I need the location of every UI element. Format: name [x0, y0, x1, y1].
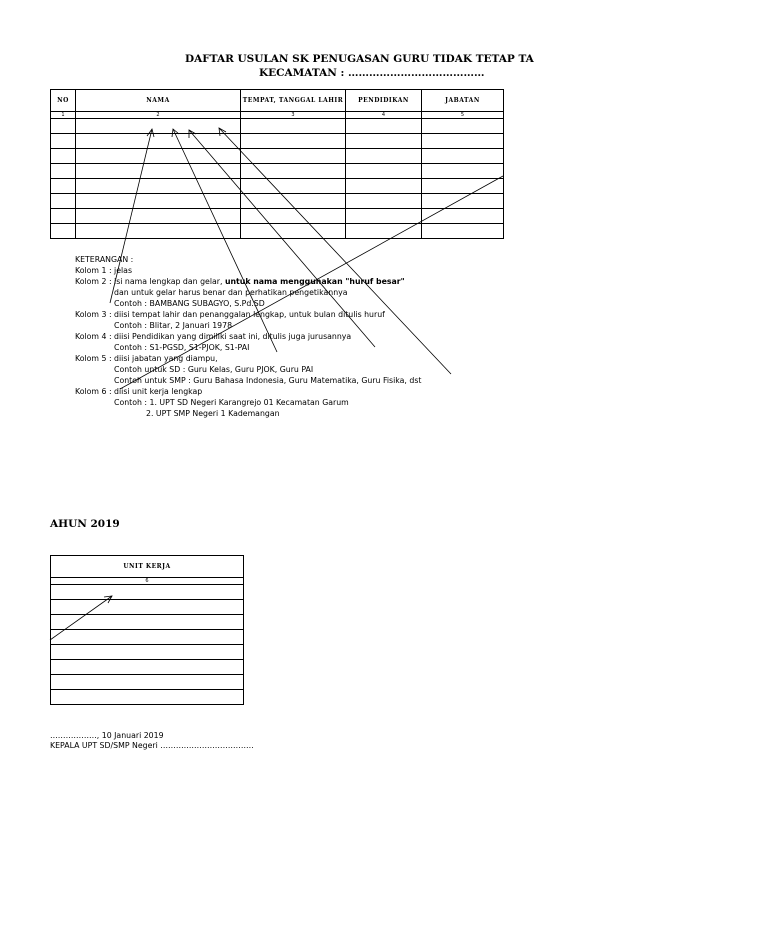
note-kolom-3: Kolom 3 : diisi tempat lahir dan penanggalan lengkap, untuk bulan ditulis huruf — [75, 310, 385, 319]
note-kolom-6-example-1: Contoh : 1. UPT SD Negeri Karangrejo 01 Kecamatan Garum — [114, 398, 349, 407]
table-row — [51, 600, 244, 615]
title-continuation: AHUN 2019 — [50, 518, 120, 530]
table-row — [51, 224, 504, 239]
header-pendidikan: PENDIDIKAN — [346, 90, 422, 112]
table-row — [51, 149, 504, 164]
note-kolom-2-emphasis: untuk nama menggunakan "huruf besar" — [224, 277, 405, 286]
note-kolom-4: Kolom 4 : diisi Pendidikan yang dimiliki saat ini, ditulis juga jurusannya — [75, 332, 352, 341]
note-kolom-6-example-2: 2. UPT SMP Negeri 1 Kademangan — [146, 409, 280, 418]
column-number: 5 — [422, 112, 504, 119]
table-row — [51, 630, 244, 645]
note-kolom-6: Kolom 6 : diisi unit kerja lengkap — [75, 387, 203, 396]
main-table — [50, 89, 504, 239]
unit-table — [50, 555, 244, 705]
note-kolom-1: Kolom 1 : jelas — [75, 266, 133, 275]
note-kolom-2-line: dan untuk gelar harus benar dan perhatikan pengetikannya — [114, 288, 348, 297]
note-kolom-3-example: Contoh : Blitar, 2 Januari 1978 — [114, 321, 233, 330]
header-nama: NAMA — [76, 90, 241, 112]
table-row — [51, 660, 244, 675]
table-row — [51, 585, 244, 600]
table-row — [51, 194, 504, 209]
column-number: 4 — [346, 112, 422, 119]
table-row — [51, 119, 504, 134]
table-row — [51, 134, 504, 149]
note-kolom-5-example-smp: Contoh untuk SMP : Guru Bahasa Indonesia, Guru Matematika, Guru Fisika, dst — [114, 376, 422, 385]
table-row — [51, 690, 244, 705]
column-number: 3 — [241, 112, 346, 119]
column-number: 6 — [51, 578, 244, 585]
note-kolom-2-example: Contoh : BAMBANG SUBAGYO, S.Pd.SD — [114, 299, 265, 308]
note-kolom-4-example: Contoh : S1-PGSD, S1-PJOK, S1-PAI — [114, 343, 250, 352]
header-ttl: TEMPAT, TANGGAL LAHIR — [241, 90, 346, 112]
note-kolom-5-example-sd: Contoh untuk SD : Guru Kelas, Guru PJOK, Guru PAI — [114, 365, 314, 374]
table-row — [51, 675, 244, 690]
note-kolom-5: Kolom 5 : diisi jabatan yang diampu, — [75, 354, 218, 363]
signature-signer: KEPALA UPT SD/SMP Negeri ……………………………… — [50, 741, 254, 750]
table-row — [51, 209, 504, 224]
district-title: KECAMATAN : ………………………………… — [259, 67, 485, 79]
table-row — [51, 179, 504, 194]
signature-block — [50, 731, 254, 751]
column-number: 1 — [51, 112, 76, 119]
table-row — [51, 615, 244, 630]
document-title: DAFTAR USULAN SK PENUGASAN GURU TIDAK TETAP TA — [185, 53, 534, 65]
header-jabatan: JABATAN — [422, 90, 504, 112]
table-row — [51, 645, 244, 660]
note-kolom-2: Kolom 2 : isi nama lengkap dan gelar, untuk nama menggunakan "huruf besar" — [75, 277, 405, 286]
header-no: NO — [51, 90, 76, 112]
notes-section — [75, 254, 421, 419]
signature-date: ………………, 10 Januari 2019 — [50, 731, 164, 740]
column-number: 2 — [76, 112, 241, 119]
notes-heading: KETERANGAN : — [75, 255, 134, 264]
header-unit-kerja: UNIT KERJA — [51, 556, 244, 578]
table-row — [51, 164, 504, 179]
